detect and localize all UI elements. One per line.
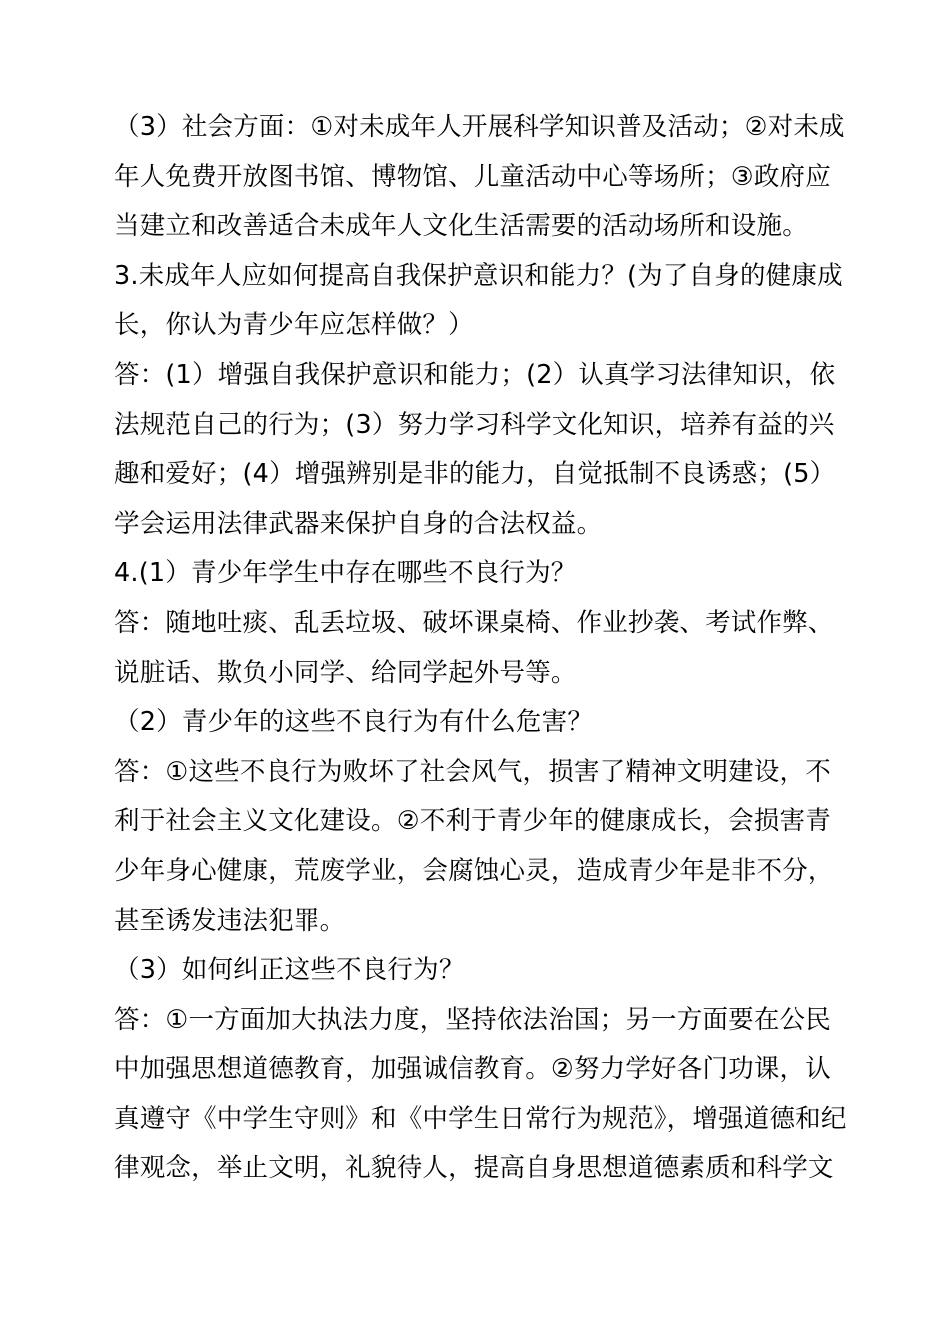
text-line: 答：①这些不良行为败坏了社会风气，损害了精神文明建设，不	[114, 756, 831, 787]
text-line: （2）青少年的这些不良行为有什么危害？	[114, 707, 594, 738]
text-line: 学会运用法律武器来保护自身的合法权益。	[114, 508, 603, 539]
text-line: 答：①一方面加大执法力度，坚持依法治国；另一方面要在公民	[114, 1004, 831, 1035]
text-line: （3）如何纠正这些不良行为？	[114, 955, 465, 986]
text-line: 趣和爱好；(4）增强辨别是非的能力，自觉抵制不良诱惑；(5）	[114, 459, 836, 490]
text-line: 4.(1）青少年学生中存在哪些不良行为？	[114, 558, 577, 589]
text-line: 说脏话、欺负小同学、给同学起外号等。	[114, 657, 577, 688]
text-line: 甚至诱发违法犯罪。	[114, 905, 346, 936]
text-line: （3）社会方面：①对未成年人开展科学知识普及活动；②对未成	[114, 112, 845, 142]
text-line: 当建立和改善适合未成年人文化生活需要的活动场所和设施。	[114, 211, 808, 242]
text-line: 答：随地吐痰、乱丢垃圾、破坏课桌椅、作业抄袭、考试作弊、	[114, 607, 834, 638]
text-line: 3.未成年人应如何提高自我保护意识和能力？(为了自身的健康成	[114, 260, 843, 291]
text-line: 答：(1）增强自我保护意识和能力；(2）认真学习法律知识，依	[114, 359, 836, 390]
text-line: 利于社会主义文化建设。②不利于青少年的健康成长，会损害青	[114, 806, 831, 837]
text-line: 少年身心健康，荒废学业，会腐蚀心灵，造成青少年是非不分，	[114, 855, 834, 886]
text-line: 律观念，举止文明，礼貌待人，提高自身思想道德素质和科学文	[114, 1153, 834, 1184]
text-line: 法规范自己的行为；(3）努力学习科学文化知识，培养有益的兴	[114, 409, 835, 440]
text-line: 长，你认为青少年应怎样做？）	[114, 310, 474, 341]
text-line: 中加强思想道德教育，加强诚信教育。②努力学好各门功课，认	[114, 1054, 831, 1085]
text-line: 年人免费开放图书馆、博物馆、儿童活动中心等场所；③政府应	[114, 161, 831, 192]
text-line: 真遵守《中学生守则》和《中学生日常行为规范》，增强道德和纪	[114, 1103, 847, 1134]
document-body	[114, 103, 854, 1194]
